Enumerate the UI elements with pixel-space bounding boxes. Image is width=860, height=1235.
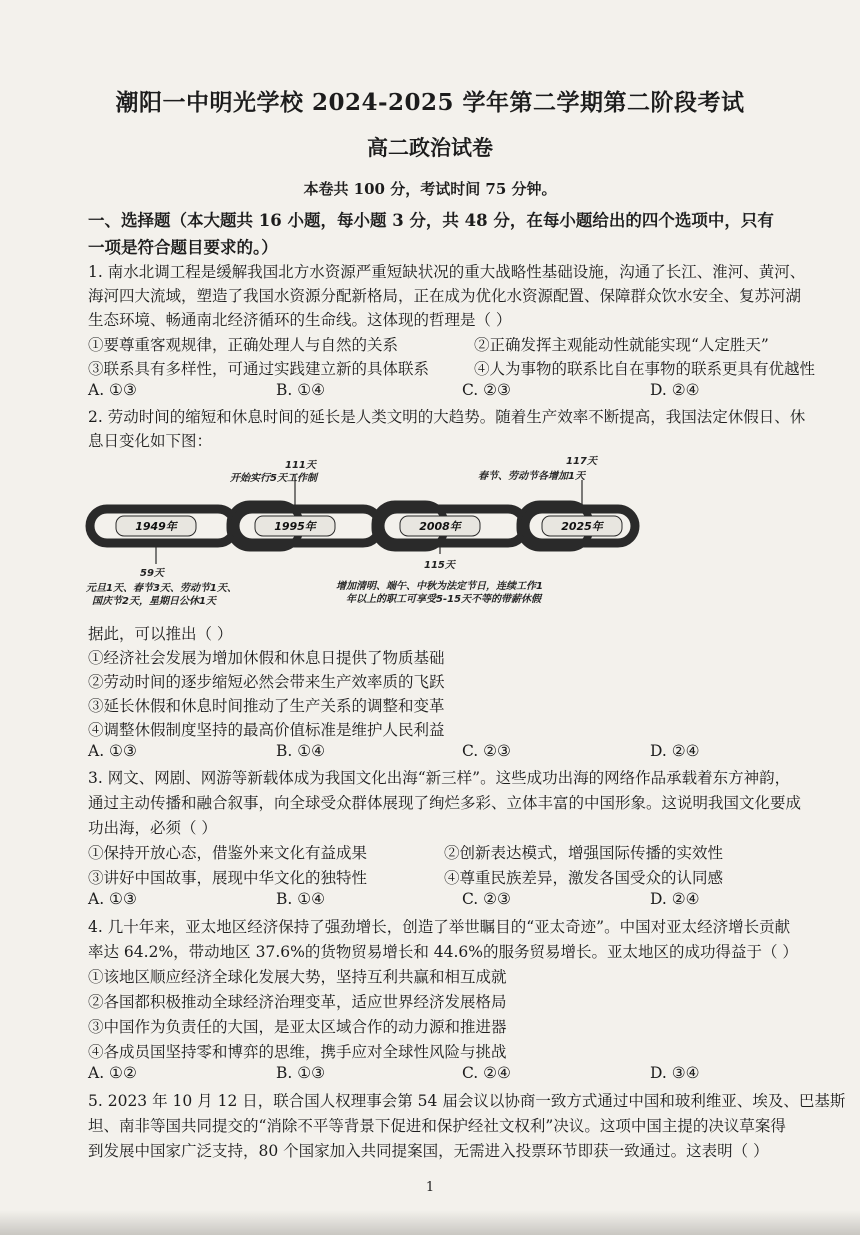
q2-statement-4: ④调整休假制度坚持的最高价值标准是维护人民利益	[88, 721, 445, 739]
q1-stem-line1: 1. 南水北调工程是缓解我国北方水资源严重短缺状况的重大战略性基础设施，沟通了长江、淮河、黄河、	[88, 263, 806, 281]
q2-option-c: C. ②③	[462, 742, 511, 760]
q1-option-a: A. ①③	[88, 381, 137, 399]
exam-subtitle: 高二政治试卷	[367, 135, 493, 160]
page-number: 1	[425, 1180, 435, 1195]
q3-statement-1: ①保持开放心态，借鉴外来文化有益成果	[88, 844, 368, 862]
q1-statement-4: ④人为事物的联系比自在事物的联系更具有优越性	[474, 360, 816, 378]
year-2008: 2008年	[419, 520, 461, 533]
section-heading-line1: 一、选择题（本大题共 16 小题，每小题 3 分，共 48 分，在每小题给出的四个选项中，只有	[88, 211, 774, 230]
q4-statement-1: ①该地区顺应经济全球化发展大势，坚持互利共赢和相互成就	[88, 968, 507, 986]
q4-option-a: A. ①②	[88, 1064, 137, 1082]
q3-option-a: A. ①③	[88, 890, 137, 908]
label-115-days: 115天	[424, 560, 455, 571]
year-1949: 1949年	[135, 520, 177, 533]
q1-stem-line3: 生态环境、畅通南北经济循环的生命线。这体现的哲理是（ ）	[88, 311, 512, 329]
q4-stem-line1: 4. 几十年来，亚太地区经济保持了强劲增长，创造了举世瞩目的“亚太奇迹”。中国对亚太经济增长贡献	[88, 918, 791, 936]
q1-statement-2: ②正确发挥主观能动性就能实现“人定胜天”	[474, 336, 769, 354]
holiday-chain-figure	[80, 452, 660, 612]
section-heading-line2: 一项是符合题目要求的。）	[88, 238, 278, 257]
q4-statement-4: ④各成员国坚持零和博弈的思维，携手应对全球性风险与挑战	[88, 1043, 507, 1061]
q5-stem-line1: 5. 2023 年 10 月 12 日，联合国人权理事会第 54 届会议以协商一致方式通过中国和玻利维亚、埃及、巴基斯	[88, 1092, 846, 1110]
q2-stem-line2: 息日变化如下图：	[88, 432, 213, 450]
q5-stem-line3: 到发展中国家广泛支持，80 个国家加入共同提案国，无需进入投票环节即获一致通过。这表明（ ）	[88, 1142, 769, 1160]
q1-stem-line2: 海河四大流域，塑造了我国水资源分配新格局，正在成为优化水资源配置、保障群众饮水安全、复苏河湖	[88, 287, 802, 305]
q5-stem-line2: 坦、南非等国共同提交的“消除不平等背景下促进和保护经社文权利”决议。这项中国主提的决议草案得	[88, 1117, 786, 1135]
q3-stem-line2: 通过主动传播和融合叙事，向全球受众群体展现了绚烂多彩、立体丰富的中国形象。这说明我国文化要成	[88, 794, 802, 812]
q1-option-b: B. ①④	[276, 381, 326, 399]
q1-option-d: D. ②④	[650, 381, 700, 399]
q4-option-b: B. ①③	[276, 1064, 326, 1082]
q2-option-d: D. ②④	[650, 742, 700, 760]
q1-statement-1: ①要尊重客观规律，正确处理人与自然的关系	[88, 336, 399, 354]
q2-statement-2: ②劳动时间的逐步缩短必然会带来生产效率质的飞跃	[88, 673, 445, 691]
q3-statement-4: ④尊重民族差异，激发各国受众的认同感	[444, 869, 724, 887]
q3-option-c: C. ②③	[462, 890, 511, 908]
label-1949-detail-2: 国庆节2天，星期日公休1天	[92, 596, 216, 607]
q3-option-b: B. ①④	[276, 890, 326, 908]
page-bottom-edge	[0, 1210, 860, 1235]
label-5day-workweek: 开始实行5天工作制	[230, 473, 317, 484]
q4-statement-2: ②各国都积极推动全球经济治理变革，适应世界经济发展格局	[88, 993, 507, 1011]
q4-option-c: C. ②④	[462, 1064, 511, 1082]
label-111-days: 111天	[285, 460, 316, 471]
q4-option-d: D. ③④	[650, 1064, 700, 1082]
q3-stem-line3: 功出海，必须（ ）	[88, 819, 217, 837]
exam-title: 潮阳一中明光学校 2024-2025 学年第二学期第二阶段考试	[115, 89, 745, 116]
q2-stem-line1: 2. 劳动时间的缩短和休息时间的延长是人类文明的大趋势。随着生产效率不断提高，我国法定休假日、休	[88, 408, 806, 426]
label-2008-detail-2: 年以上的职工可享受5-15天不等的带薪休假	[346, 594, 542, 605]
year-2025: 2025年	[561, 520, 603, 533]
q2-option-b: B. ①④	[276, 742, 326, 760]
exam-info: 本卷共 100 分，考试时间 75 分钟。	[303, 180, 557, 198]
year-1995: 1995年	[274, 520, 316, 533]
q2-question: 据此，可以推出（ ）	[88, 625, 233, 643]
q2-option-a: A. ①③	[88, 742, 137, 760]
q2-statement-3: ③延长休假和休息时间推动了生产关系的调整和变革	[88, 697, 445, 715]
q2-statement-1: ①经济社会发展为增加休假和休息日提供了物质基础	[88, 649, 445, 667]
q4-statement-3: ③中国作为负责任的大国，是亚太区域合作的动力源和推进器	[88, 1018, 507, 1036]
label-spring-labor-increase: 春节、劳动节各增加1天	[478, 471, 585, 482]
q1-statement-3: ③联系具有多样性，可通过实践建立新的具体联系	[88, 360, 430, 378]
q3-statement-3: ③讲好中国故事，展现中华文化的独特性	[88, 869, 368, 887]
label-1949-detail-1: 元旦1天、春节3天、劳动节1天、	[86, 583, 237, 594]
q4-stem-line2: 率达 64.2%，带动地区 37.6%的货物贸易增长和 44.6%的服务贸易增长。亚太地区的成功得益于（ ）	[88, 943, 798, 961]
label-59-days: 59天	[140, 568, 164, 579]
label-2008-detail-1: 增加清明、端午、中秋为法定节日，连续工作1	[336, 581, 543, 592]
q3-statement-2: ②创新表达模式，增强国际传播的实效性	[444, 844, 724, 862]
q3-stem-line1: 3. 网文、网剧、网游等新载体成为我国文化出海“新三样”。这些成功出海的网络作品承载着东方神韵，	[88, 769, 791, 787]
q3-option-d: D. ②④	[650, 890, 700, 908]
label-117-days: 117天	[566, 456, 597, 467]
q1-option-c: C. ②③	[462, 381, 511, 399]
